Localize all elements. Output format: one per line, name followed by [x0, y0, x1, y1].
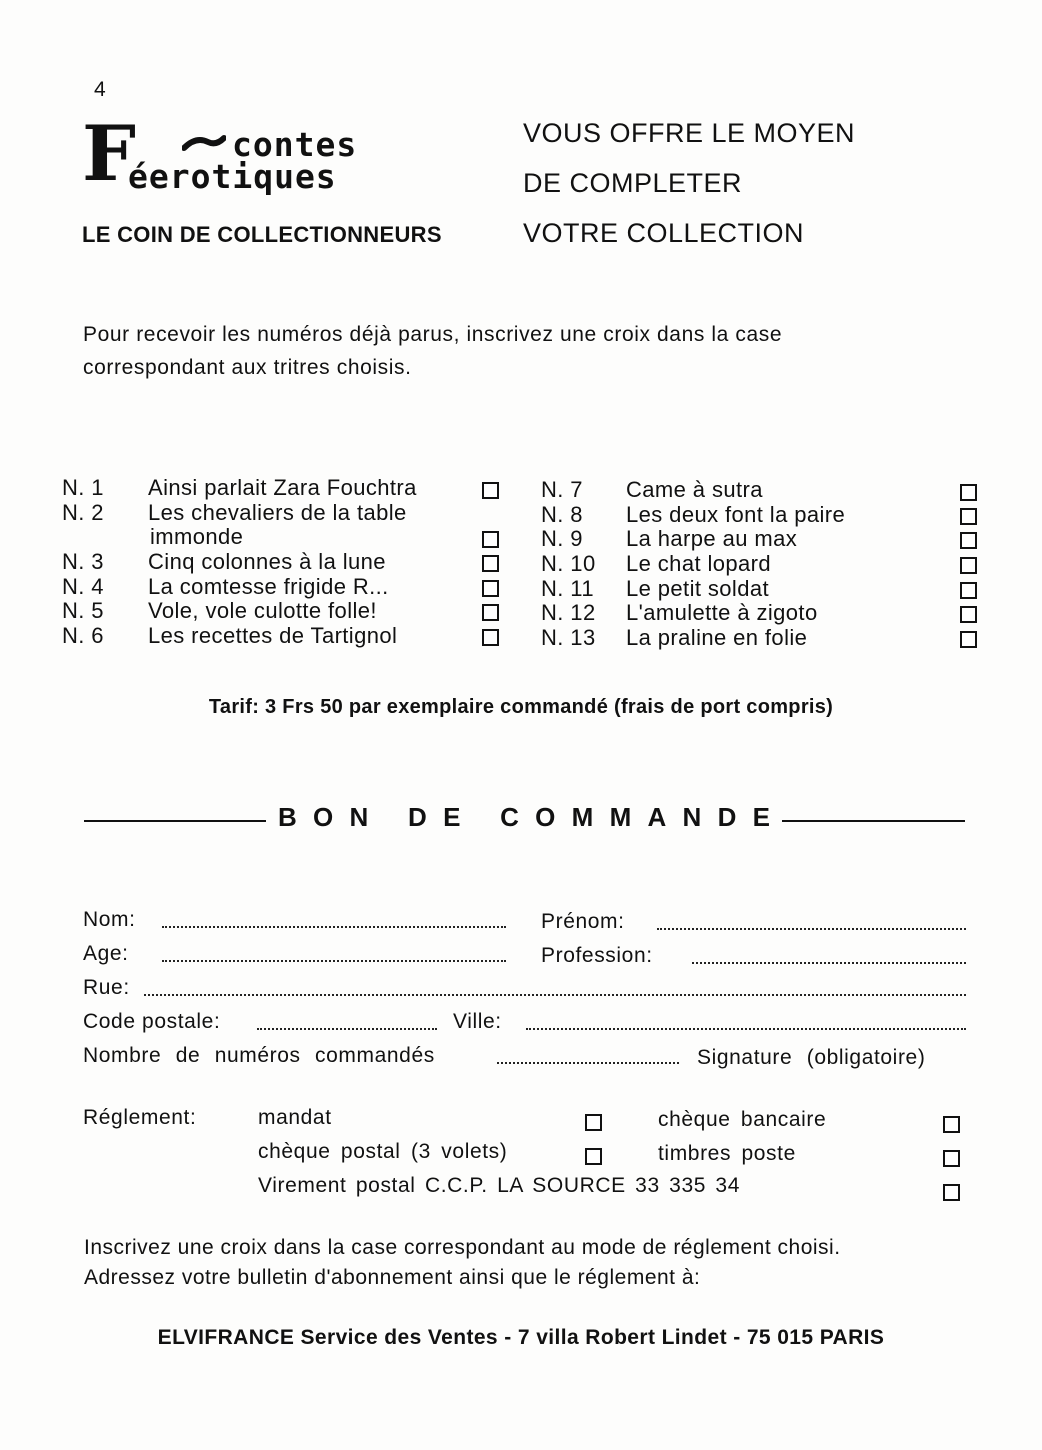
intro-line-1-text: Pour recevoir les numéros déjà parus, inscrivez une croix dans la case: [83, 323, 783, 346]
offer-line-3: VOTRE COLLECTION: [523, 218, 805, 248]
virement-label: Virement postal C.C.P. LA SOURCE 33 335 34: [258, 1174, 740, 1197]
title-name: Ainsi parlait Zara Fouchtra: [148, 475, 417, 500]
mandat-checkbox[interactable]: [585, 1114, 602, 1131]
title-number: N. 5: [62, 598, 104, 623]
title-number: N. 2: [62, 500, 104, 525]
code-postale-field[interactable]: [257, 1028, 437, 1030]
title-name: Came à sutra: [626, 477, 763, 502]
title-number: N. 7: [541, 477, 583, 502]
heading-letter: A: [647, 802, 667, 832]
heading-space: [477, 802, 484, 833]
heading-letter: O: [535, 802, 556, 832]
title-name: La praline en folie: [626, 625, 808, 650]
heading-letter: N: [682, 802, 702, 832]
title-checkbox-9[interactable]: [960, 532, 977, 549]
title-name: La harpe au max: [626, 526, 798, 551]
heading-letter: O: [313, 802, 334, 832]
rue-field[interactable]: [144, 994, 966, 996]
title-checkbox-8[interactable]: [960, 508, 977, 525]
cheque-bancaire-label: chèque bancaire: [658, 1108, 827, 1131]
cheque-postal-label: chèque postal (3 volets): [258, 1140, 508, 1163]
heading-letter: E: [752, 802, 770, 832]
rue-label: Rue:: [83, 976, 130, 999]
heading-letter: N: [349, 802, 369, 832]
title-checkbox-11[interactable]: [960, 582, 977, 599]
title-number: N. 8: [541, 502, 583, 527]
logo-line-2: éerotiques: [128, 157, 337, 196]
profession-label: Profession:: [541, 944, 653, 967]
logo-initial: F: [82, 109, 136, 198]
intro-line-1: [83, 318, 965, 351]
nom-field[interactable]: [162, 926, 506, 928]
intro-line-2: correspondant aux tritres choisis.: [83, 356, 412, 379]
title-checkbox-2[interactable]: [482, 531, 499, 548]
code-postale-label: Code postale:: [83, 1010, 221, 1033]
heading-letter: M: [609, 802, 632, 832]
heading-letter: C: [500, 802, 519, 832]
heading-rule-left: [84, 820, 266, 822]
title-number: N. 11: [541, 576, 594, 601]
magazine-logo: [82, 109, 422, 198]
title-name: Les deux font la paire: [626, 502, 846, 527]
title-number: N. 4: [62, 574, 104, 599]
age-field[interactable]: [162, 960, 506, 962]
cheque-bancaire-checkbox[interactable]: [943, 1116, 960, 1133]
title-name: Le petit soldat: [626, 576, 769, 601]
title-number: N. 9: [541, 526, 583, 551]
title-checkbox-12[interactable]: [960, 606, 977, 623]
prenom-label: Prénom:: [541, 910, 625, 933]
reglement-label: Réglement:: [83, 1106, 197, 1129]
age-label: Age:: [83, 942, 129, 965]
intro-text: [83, 318, 965, 384]
title-number: N. 3: [62, 549, 104, 574]
title-number: N. 1: [62, 475, 104, 500]
title-name: Les chevaliers de la table: [148, 500, 407, 525]
instruction-line-2: Adressez votre bulletin d'abonnement ainsi que le réglement à:: [84, 1266, 701, 1289]
heading-rule-right: [782, 820, 965, 822]
heading-letter: B: [278, 802, 297, 832]
cheque-postal-checkbox[interactable]: [585, 1148, 602, 1165]
offer-line-2: DE COMPLETER: [523, 168, 743, 198]
heading-space: [385, 802, 392, 833]
title-name: Vole, vole culotte folle!: [148, 598, 377, 623]
ville-label: Ville:: [453, 1010, 502, 1033]
offer-line-1: VOUS OFFRE LE MOYEN: [523, 118, 856, 148]
title-checkbox-5[interactable]: [482, 604, 499, 621]
title-checkbox-10[interactable]: [960, 557, 977, 574]
title-checkbox-7[interactable]: [960, 484, 977, 501]
timbres-poste-label: timbres poste: [658, 1142, 796, 1165]
title-name: Cinq colonnes à la lune: [148, 549, 386, 574]
signature-label: Signature (obligatoire): [697, 1046, 926, 1069]
heading-letter: M: [571, 802, 594, 832]
nombre-field[interactable]: [497, 1062, 679, 1064]
heading-letter: E: [443, 802, 461, 832]
nombre-label: Nombre de numéros commandés: [83, 1044, 435, 1067]
prenom-field[interactable]: [657, 928, 966, 930]
profession-field[interactable]: [692, 962, 966, 964]
title-checkbox-1[interactable]: [482, 482, 499, 499]
title-name: L'amulette à zigoto: [626, 600, 818, 625]
instruction-line-1: Inscrivez une croix dans la case correspondant au mode de réglement choisi.: [84, 1236, 841, 1259]
subtitle: LE COIN DE COLLECTIONNEURS: [82, 222, 442, 247]
title-number: N. 6: [62, 623, 104, 648]
virement-checkbox[interactable]: [943, 1184, 960, 1201]
logo-line-1: contes: [232, 125, 358, 164]
heading-letter: D: [717, 802, 737, 832]
title-checkbox-6[interactable]: [482, 629, 499, 646]
title-number: N. 13: [541, 625, 596, 650]
tarif-text: Tarif: 3 Frs 50 par exemplaire commandé (frais de port compris): [208, 696, 834, 718]
ville-field[interactable]: [526, 1028, 966, 1030]
mailing-address: ELVIFRANCE Service des Ventes - 7 villa Robert Lindet - 75 015 PARIS: [157, 1326, 885, 1349]
nom-label: Nom:: [83, 908, 136, 931]
heading-letter: D: [408, 802, 427, 832]
title-number: N. 12: [541, 600, 596, 625]
mandat-label: mandat: [258, 1106, 332, 1129]
title-name: Les recettes de Tartignol: [148, 623, 398, 648]
page-number: 4: [94, 78, 106, 101]
title-checkbox-13[interactable]: [960, 631, 977, 648]
title-number: N. 10: [541, 551, 596, 576]
title-checkbox-3[interactable]: [482, 555, 499, 572]
timbres-poste-checkbox[interactable]: [943, 1150, 960, 1167]
title-name-continued: immonde: [150, 524, 244, 549]
title-name: Le chat lopard: [626, 551, 772, 576]
logo-swash-icon: [182, 134, 226, 154]
title-name: La comtesse frigide R...: [148, 574, 389, 599]
bon-de-commande-heading: [278, 802, 770, 833]
title-checkbox-4[interactable]: [482, 580, 499, 597]
